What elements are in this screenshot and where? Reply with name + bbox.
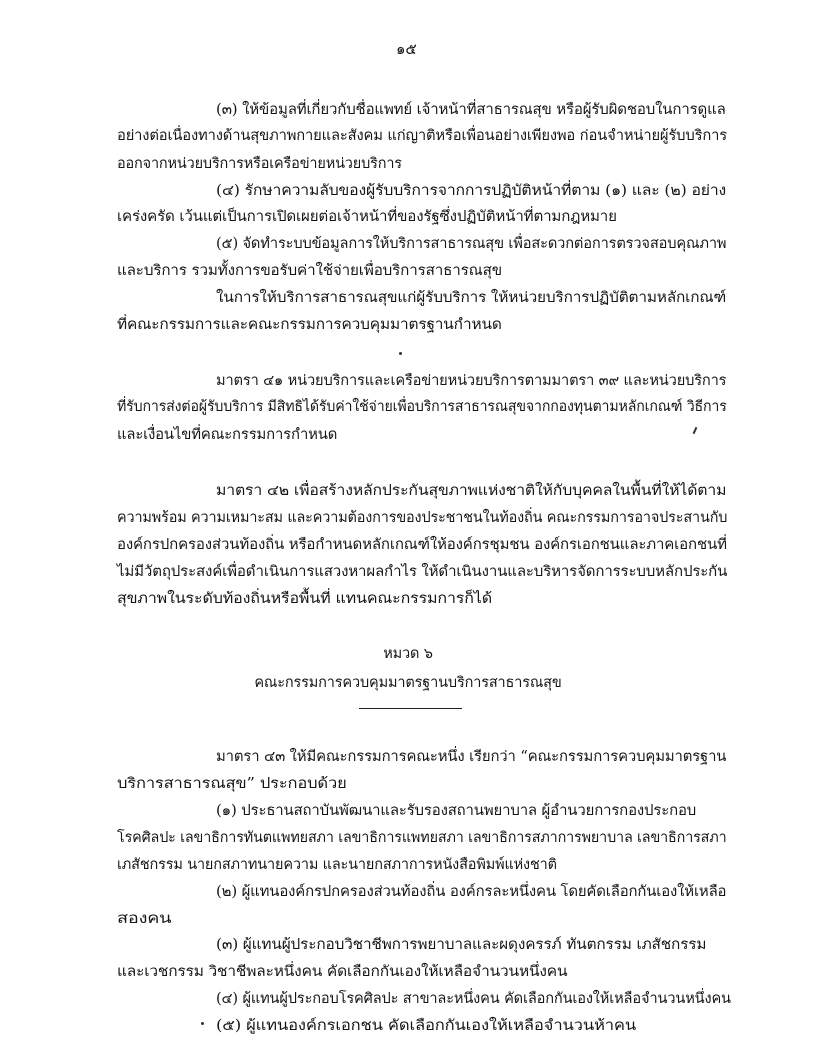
text-line: (๒) ผู้แทนองค์กรปกครองส่วนท้องถิ่น องค์กรละหนึ่งคน โดยคัดเลือกกันเองให้เหลือ [216, 884, 727, 900]
text-line: (๓) ให้ข้อมูลที่เกี่ยวกับชื่อแพทย์ เจ้าหน้าที่สาธารณสุข หรือผู้รับผิดชอบในการดูแล [216, 102, 726, 118]
text-line: เคร่งครัด เว้นแต่เป็นการเปิดเผยต่อเจ้าหน้าที่ของรัฐซึ่งปฏิบัติหน้าที่ตามกฎหมาย [117, 209, 617, 225]
text-line: อย่างต่อเนื่องทางด้านสุขภาพกายและสังคม แก่ญาติหรือเพื่อนอย่างเพียงพอ ก่อนจำหน่ายผู้รับบริการ [117, 128, 728, 144]
text-line: ในการให้บริการสาธารณสุขแก่ผู้รับบริการ ให้หน่วยบริการปฏิบัติตามหลักเกณฑ์ [216, 290, 727, 306]
text-line: ออกจากหน่วยบริการหรือเครือข่ายหน่วยบริการ [117, 156, 402, 172]
chapter-subtitle: คณะกรรมการควบคุมมาตรฐานบริการสาธารณสุข [254, 675, 562, 691]
section-41-heading: มาตรา ๔๑ หน่วยบริการและเครือข่ายหน่วยบริการตามมาตรา ๓๙ และหน่วยบริการ [216, 373, 727, 389]
text-line: และเวชกรรม วิชาชีพละหนึ่งคน คัดเลือกกันเองให้เหลือจำนวนหนึ่งคน [117, 964, 568, 980]
text-line: และเงื่อนไขที่คณะกรรมการกำหนด [117, 427, 338, 443]
text-line: (๕) จัดทำระบบข้อมูลการให้บริการสาธารณสุข เพื่อสะดวกต่อการตรวจสอบคุณภาพ [216, 236, 727, 252]
text-line: และบริการ รวมทั้งการขอรับค่าใช้จ่ายเพื่อบริการสาธารณสุข [117, 263, 502, 279]
text-line: ความพร้อม ความเหมาะสม และความต้องการของประชาชนในท้องถิ่น คณะกรรมการอาจประสานกับ [117, 510, 728, 526]
text-line: บริการสาธารณสุข” ประกอบด้วย [117, 776, 347, 792]
text-line: (๔) รักษาความลับของผู้รับบริการจากการปฏิบัติหน้าที่ตาม (๑) และ (๒) อย่าง [216, 183, 727, 199]
ink-mark [693, 427, 698, 434]
section-42-heading: มาตรา ๔๒ เพื่อสร้างหลักประกันสุขภาพแห่งชาติให้กับบุคคลในพื้นที่ให้ได้ตาม [216, 483, 727, 499]
text-line: ที่รับการส่งต่อผู้รับบริการ มีสิทธิได้รับค่าใช้จ่ายเพื่อบริการสาธารณสุขจากกองทุนตามหลักเกณฑ์ วิธีการ [117, 399, 727, 415]
ink-speck [399, 352, 402, 355]
text-line: ที่คณะกรรมการและคณะกรรมการควบคุมมาตรฐานกำหนด [117, 317, 502, 333]
chapter-title: หมวด ๖ [383, 646, 433, 662]
text-line: (๔) ผู้แทนผู้ประกอบโรคศิลปะ สาขาละหนึ่งคน คัดเลือกกันเองให้เหลือจำนวนหนึ่งคน [216, 991, 731, 1007]
text-line: องค์กรปกครองส่วนท้องถิ่น หรือกำหนดหลักเกณฑ์ให้องค์กรชุมชน องค์กรเอกชนและภาคเอกชนที่ [117, 537, 727, 553]
text-line: (๑) ประธานสถาบันพัฒนาและรับรองสถานพยาบาล ผู้อำนวยการกองประกอบ [216, 803, 697, 819]
section-43-heading: มาตรา ๔๓ ให้มีคณะกรรมการคณะหนึ่ง เรียกว่า “คณะกรรมการควบคุมมาตรฐาน [216, 749, 727, 765]
title-underline [359, 708, 462, 709]
text-line: สองคน [117, 911, 172, 927]
text-line: สุขภาพในระดับท้องถิ่นหรือพื้นที่ แทนคณะกรรมการก็ได้ [117, 591, 492, 607]
page-number: ๑๕ [396, 40, 417, 58]
text-line: โรคศิลปะ เลขาธิการทันตแพทยสภา เลขาธิการแพทยสภา เลขาธิการสภาการพยาบาล เลขาธิการสภา [117, 830, 727, 846]
text-line: (๓) ผู้แทนผู้ประกอบวิชาชีพการพยาบาลและผดุงครรภ์ ทันตกรรม เภสัชกรรม [216, 937, 707, 953]
text-line: ไม่มีวัตถุประสงค์เพื่อดำเนินการแสวงหาผลกำไร ให้ดำเนินงานและบริหารจัดการระบบหลักประกัน [117, 564, 728, 580]
ink-speck [201, 1022, 204, 1025]
text-line: (๕) ผู้แทนองค์กรเอกชน คัดเลือกกันเองให้เหลือจำนวนห้าคน [216, 1018, 637, 1034]
text-line: เภสัชกรรม นายกสภาทนายความ และนายกสภาการหนังสือพิมพ์แห่งชาติ [117, 857, 557, 873]
